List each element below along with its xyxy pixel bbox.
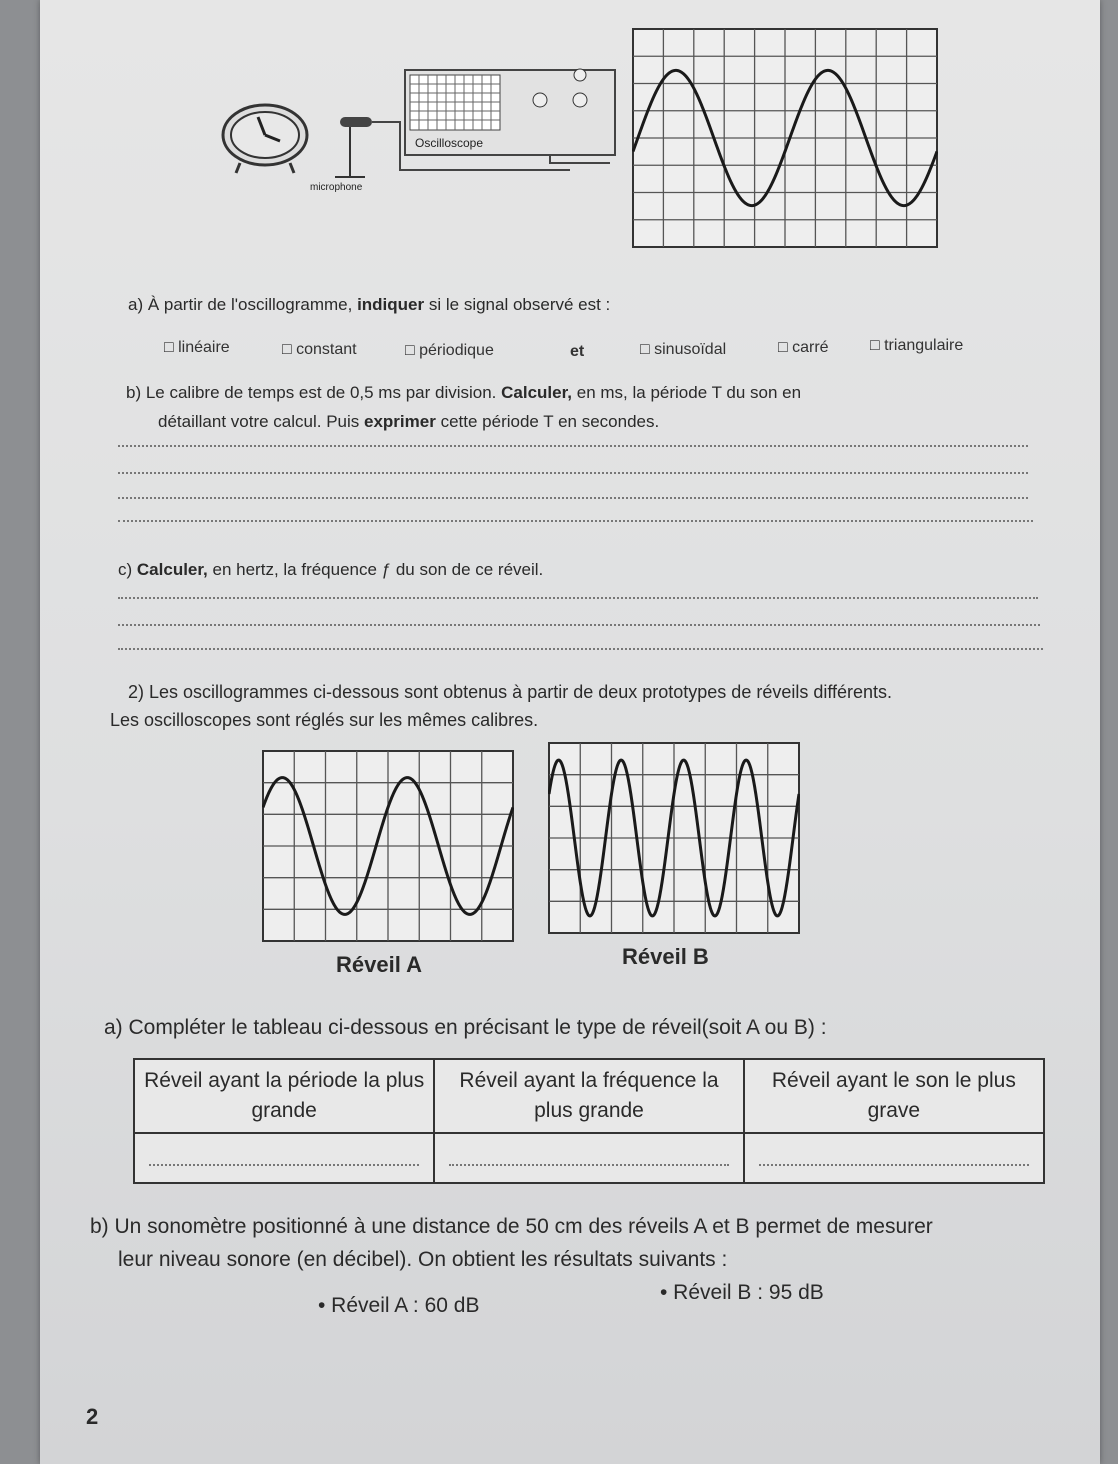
scope-label: Oscilloscope	[415, 136, 484, 150]
label-reveil-a: Réveil A	[336, 952, 423, 977]
oscillogram-reveil-b	[548, 742, 800, 934]
question-2b-line2: leur niveau sonore (en décibel). On obtient les résultats suivants :	[118, 1248, 728, 1271]
option-carre[interactable]: □ carré	[778, 339, 829, 356]
part2-line2: Les oscilloscopes sont réglés sur les mêmes calibres.	[110, 710, 539, 730]
question-c: c) Calculer, en hertz, la fréquence ƒ du son de ce réveil.	[118, 560, 544, 579]
option-constant[interactable]: □ constant	[282, 341, 357, 358]
answer-line[interactable]	[118, 472, 1028, 474]
answer-line[interactable]	[118, 624, 1040, 626]
part2-line1: 2) Les oscillogrammes ci-dessous sont obtenus à partir de deux prototypes de réveils différents.	[128, 682, 893, 702]
header-frequence: Réveil ayant la fréquence la plus grande	[434, 1059, 743, 1133]
answer-table	[133, 1058, 1045, 1184]
option-triangulaire[interactable]: □ triangulaire	[870, 337, 964, 354]
question-b-line1: b) Le calibre de temps est de 0,5 ms par division. Calculer, en ms, la période T du son en	[126, 383, 802, 402]
oscillogram-reveil-a	[262, 750, 514, 942]
connector-et: et	[570, 343, 585, 360]
main-oscillogram	[632, 28, 938, 248]
microphone-label: microphone	[310, 182, 363, 193]
answer-cell-grave[interactable]	[744, 1133, 1044, 1183]
answer-line[interactable]	[118, 648, 1043, 650]
option-sinusoidal[interactable]: □ sinusoïdal	[640, 341, 727, 358]
question-2a: a) Compléter le tableau ci-dessous en précisant le type de réveil(soit A ou B) :	[104, 1016, 827, 1039]
header-grave: Réveil ayant le son le plus grave	[744, 1059, 1044, 1133]
question-2b-line1: b) Un sonomètre positionné à une distance de 50 cm des réveils A et B permet de mesurer	[90, 1215, 933, 1238]
answer-line[interactable]	[118, 445, 1028, 447]
setup-diagram	[210, 55, 630, 205]
option-periodique[interactable]: □ périodique	[405, 342, 494, 359]
alarm-clock-icon	[223, 105, 307, 173]
answer-cell-frequence[interactable]	[434, 1133, 743, 1183]
question-b-line2: détaillant votre calcul. Puis exprimer cette période T en secondes.	[158, 412, 660, 431]
worksheet-page	[40, 0, 1100, 1464]
header-periode: Réveil ayant la période la plus grande	[134, 1059, 434, 1133]
page-number: 2	[86, 1404, 99, 1429]
label-reveil-b: Réveil B	[622, 944, 709, 969]
oscilloscope-device-icon	[405, 69, 615, 163]
answer-line[interactable]	[118, 497, 1028, 499]
answer-line[interactable]	[118, 520, 1033, 522]
result-reveil-b: • Réveil B : 95 dB	[660, 1281, 824, 1304]
option-lineaire[interactable]: □ linéaire	[164, 339, 230, 356]
result-reveil-a: • Réveil A : 60 dB	[318, 1294, 480, 1317]
answer-cell-periode[interactable]	[134, 1133, 434, 1183]
answer-line[interactable]	[118, 597, 1038, 599]
question-a: a) À partir de l'oscillogramme, indiquer si le signal observé est :	[128, 295, 611, 314]
